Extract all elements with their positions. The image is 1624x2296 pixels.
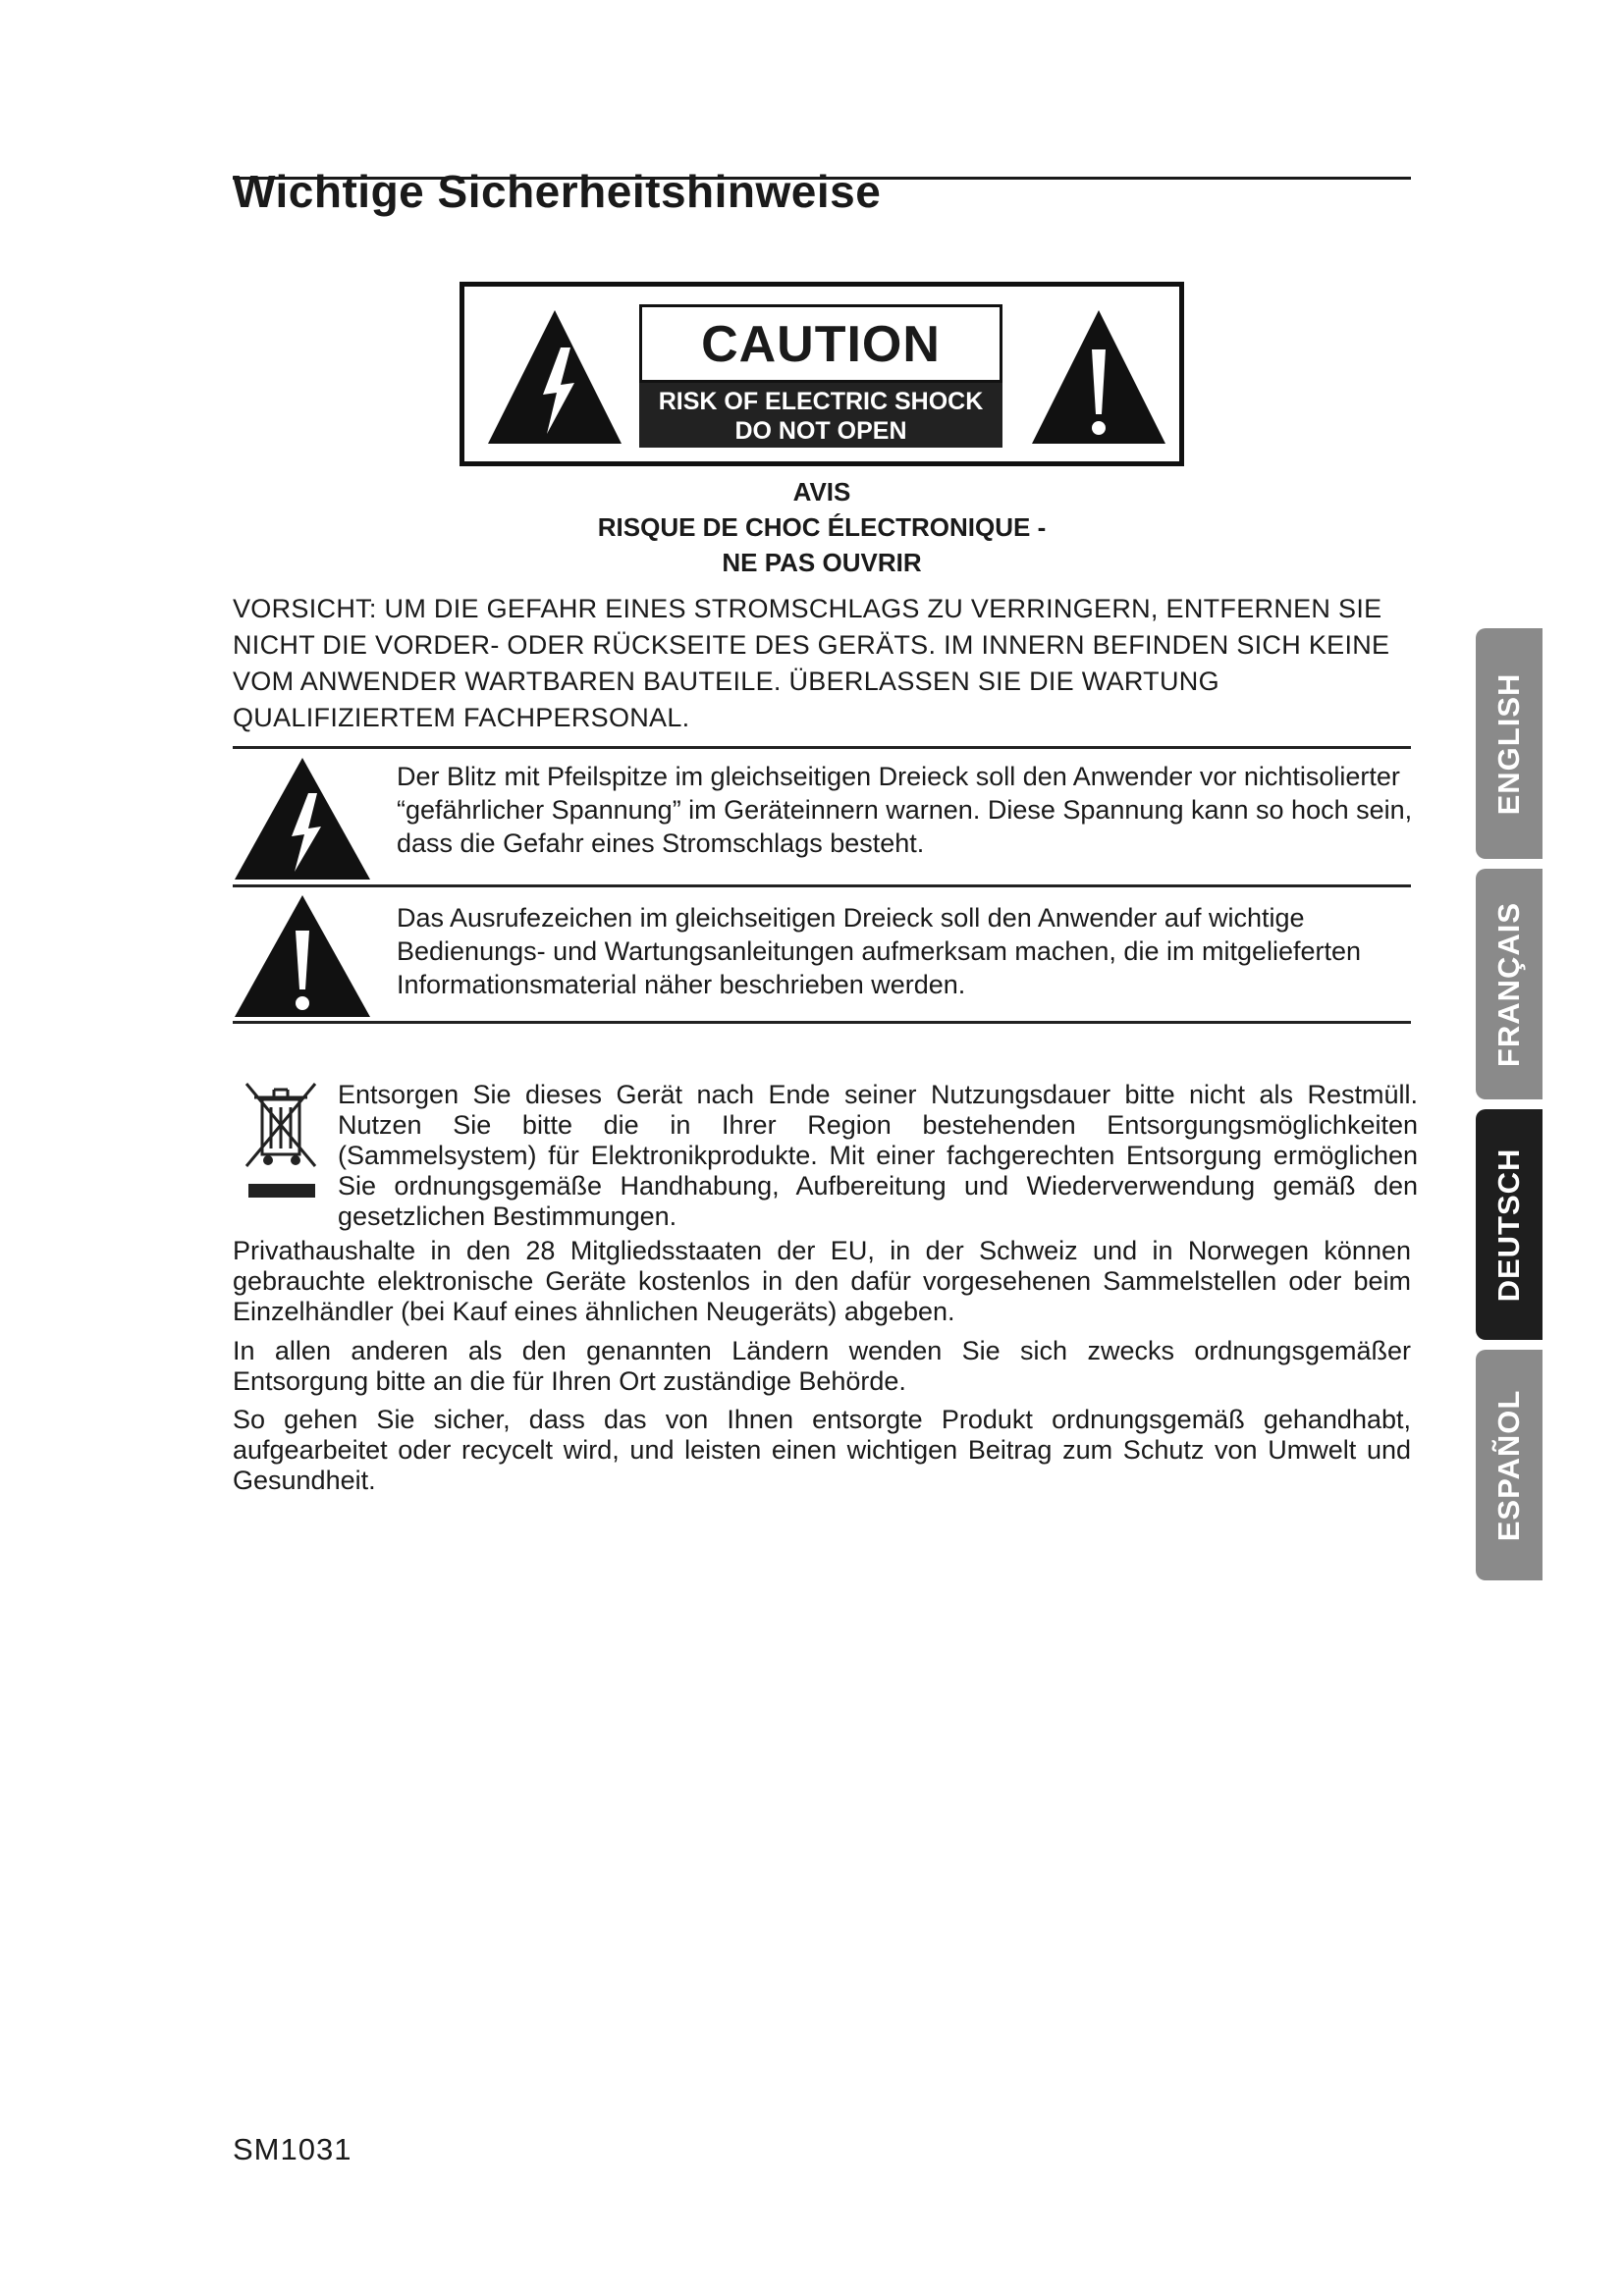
- caution-subtext: [639, 383, 1002, 448]
- exclamation-triangle-icon: [233, 893, 372, 1019]
- caution-line-2: DO NOT OPEN: [734, 417, 907, 445]
- disposal-intro: Entsorgen Sie dieses Gerät nach Ende seiner Nutzungsdauer bitte nicht als Restmüll. Nutzen Sie bitte die in Ihrer Region bestehenden Entsorgungsmöglichkeiten (Sammelsystem) für Elektronikprodukte. Mit einer fachgerechten Entsorgung ermöglichen Sie ordnungsgemäße Handhabung, Aufbereitung und Wiederverwendung gemäß den gesetzlichen Bestimmungen.: [338, 1080, 1418, 1231]
- page-title: Wichtige Sicherheitshinweise: [233, 166, 882, 217]
- avis-notice: [233, 474, 1411, 580]
- symbol-description: Der Blitz mit Pfeilspitze im gleichseitigen Dreieck soll den Anwender vor nichtisolierter “gefährlicher Spannung” im Geräteinnern warnen. Diese Spannung kann so hoch sein, dass die Gefahr eines Stromschlags besteht.: [397, 762, 1413, 858]
- disposal-paragraph: So gehen Sie sicher, dass das von Ihnen entsorgte Produkt ordnungsgemäß gehandhabt, aufgearbeitet oder recycelt wird, und leisten einen wichtigen Beitrag zum Schutz von Umwelt und Gesundheit.: [233, 1405, 1411, 1495]
- caution-label: [460, 282, 1184, 466]
- divider: [233, 884, 1411, 887]
- avis-line-3: NE PAS OUVRIR: [722, 548, 922, 577]
- model-number: SM1031: [233, 2132, 352, 2166]
- exclamation-triangle-icon: [1030, 308, 1167, 446]
- tab-label: ENGLISH: [1491, 672, 1526, 815]
- lightning-triangle-icon: [233, 756, 372, 881]
- disposal-paragraph: Privathaushalte in den 28 Mitgliedsstaaten der EU, in der Schweiz und in Norwegen können gebrauchte elektronische Geräte kostenlos in den dafür vorgesehenen Sammelstellen oder beim Einzelhändler (bei Kauf eines ähnlichen Neugeräts) abgeben.: [233, 1236, 1411, 1326]
- tab-francais[interactable]: [1476, 869, 1543, 1099]
- avis-line-1: AVIS: [792, 477, 851, 507]
- symbol-description: Das Ausrufezeichen im gleichseitigen Dreieck soll den Anwender auf wichtige Bedienungs- und Wartungsanleitungen aufmerksam machen, die im mitgelieferten Informationsmaterial näher beschrieben werden.: [397, 903, 1362, 999]
- symbol-explanation-exclamation: [233, 893, 1411, 1019]
- symbol-explanation-lightning: [233, 756, 1411, 881]
- avis-line-2: RISQUE DE CHOC ÉLECTRONIQUE -: [597, 512, 1047, 542]
- caution-heading: CAUTION: [639, 304, 1002, 383]
- caution-line-1: RISK OF ELECTRIC SHOCK: [658, 388, 984, 415]
- warning-paragraph: VORSICHT: UM DIE GEFAHR EINES STROMSCHLAGS ZU VERRINGERN, ENTFERNEN SIE NICHT DIE VORDER- ODER RÜCKSEITE DES GERÄTS. IM INNERN BEFINDEN SICH KEINE VOM ANWENDER WARTBAREN BAUTEILE. ÜBERLASSEN SIE DIE WARTUNG QUALIFIZIERTEM FACHPERSONAL.: [233, 594, 1390, 732]
- tab-espanol[interactable]: [1476, 1350, 1543, 1580]
- divider: [233, 746, 1411, 749]
- tab-label: DEUTSCH: [1491, 1148, 1526, 1302]
- tab-english[interactable]: [1476, 628, 1543, 859]
- disposal-paragraph: In allen anderen als den genannten Ländern wenden Sie sich zwecks ordnungsgemäßer Entsorgung bitte an die für Ihren Ort zuständige Behörde.: [233, 1336, 1411, 1396]
- lightning-triangle-icon: [486, 308, 623, 446]
- tab-label: ESPAÑOL: [1491, 1389, 1526, 1541]
- tab-deutsch[interactable]: [1476, 1109, 1543, 1340]
- divider: [233, 1021, 1411, 1024]
- crossed-bin-icon: [241, 1080, 323, 1201]
- tab-label: FRANÇAIS: [1491, 901, 1526, 1067]
